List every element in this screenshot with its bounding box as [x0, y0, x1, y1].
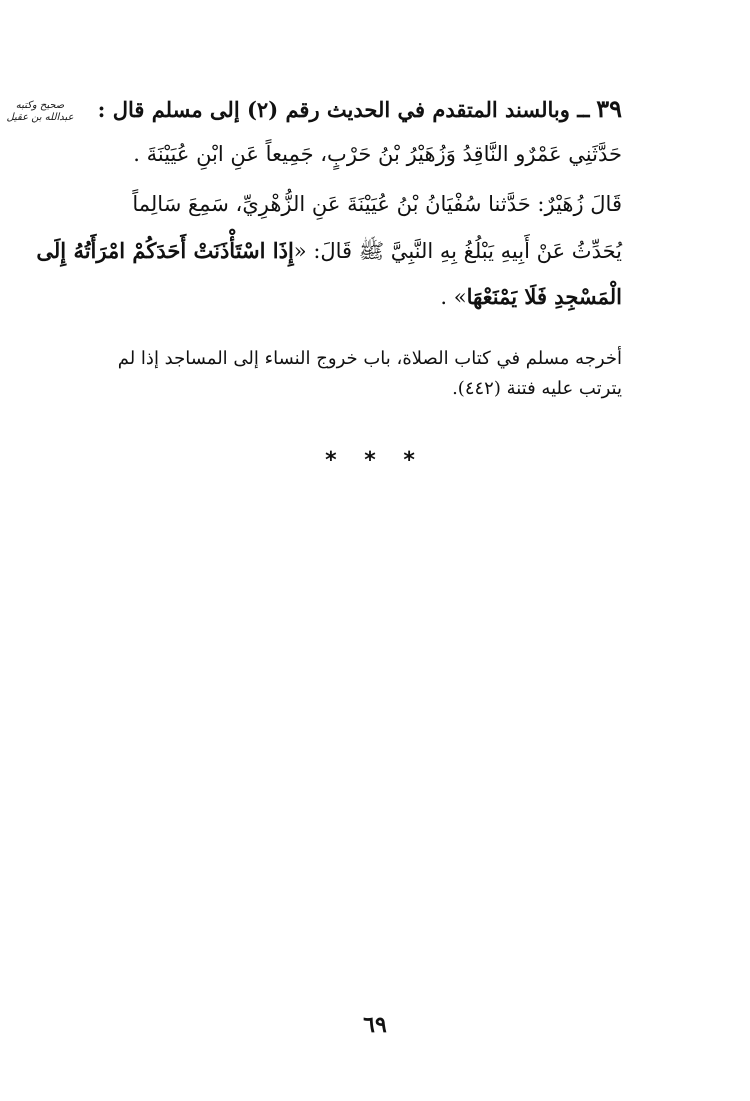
- hadith-heading: [82, 94, 622, 123]
- takhrij-line-2: يترتب عليه فتنة (٤٤٢).: [452, 378, 622, 399]
- margin-annotation-line-1: صحيح وكتبه: [15, 100, 65, 111]
- hadith-line-4-matn: إِذَا اسْتَأْذَنَتْ أَحَدَكُمْ امْرَأَتُهُ إِلَى: [36, 238, 294, 263]
- hadith-line-5-matn: الْمَسْجِدِ فَلَا يَمْنَعْهَا: [466, 284, 622, 309]
- section-separator: * * *: [325, 448, 425, 473]
- takhrij-line-1: أخرجه مسلم في كتاب الصلاة، باب خروج النساء إلى المساجد إذا لم: [117, 348, 622, 369]
- margin-annotation-line-2: عبدالله بن عقيل: [6, 112, 74, 123]
- hadith-line-3: قَالَ زُهَيْرٌ: حَدَّثنا سُفْيَانُ بْنُ عُيَيْنَةَ عَنِ الزُّهْرِيِّ، سَمِعَ سَالِماً: [132, 192, 622, 216]
- takhrij-note: [82, 344, 622, 404]
- hadith-line-5: [82, 286, 622, 308]
- page-number: ٦٩: [363, 1012, 387, 1038]
- hadith-number: ٣٩: [596, 94, 622, 123]
- hadith-line-5-close: » .: [440, 285, 467, 309]
- hadith-line-4: [36, 238, 622, 263]
- hadith-line-2: حَدَّثَنِي عَمْرٌو النَّاقِدُ وَزُهَيْرُ بْنُ حَرْبٍ، جَمِيعاً عَنِ ابْنِ عُيَيْنَةَ .: [133, 142, 622, 166]
- hadith-intro: ــ وبالسند المتقدم في الحديث رقم (٢) إلى مسلم قال :: [97, 97, 590, 122]
- hadith-line-4-narration: يُحَدِّثُ عَنْ أَبِيهِ يَبْلُغُ بِهِ النَّبِيَّ ﷺ قَالَ: «: [293, 239, 622, 263]
- margin-annotation: [4, 100, 76, 124]
